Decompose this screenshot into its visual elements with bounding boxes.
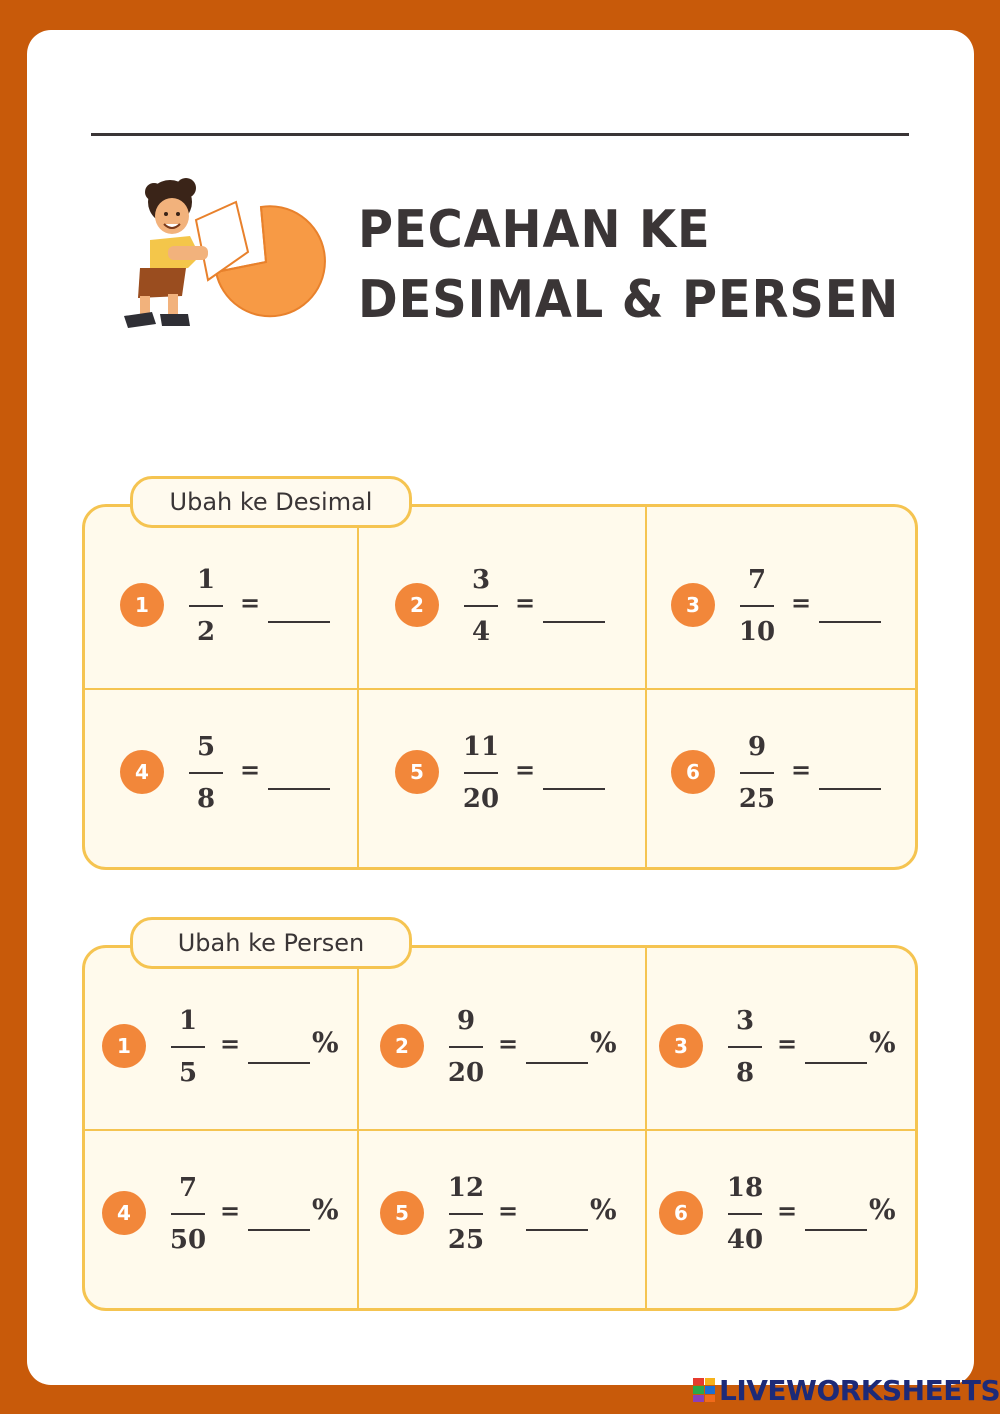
desimal-grid <box>82 504 918 870</box>
equals-sign: = <box>777 1197 798 1225</box>
equals-sign: = <box>791 756 812 784</box>
fraction <box>176 565 236 647</box>
percent-sign: % <box>590 1193 617 1226</box>
fraction-bar <box>189 772 223 774</box>
problem-number-badge: 6 <box>671 750 715 794</box>
denominator: 50 <box>169 1225 207 1255</box>
fraction-bar <box>740 772 774 774</box>
equals-sign: = <box>777 1030 798 1058</box>
percent-sign: % <box>312 1193 339 1226</box>
fraction-bar <box>171 1213 205 1215</box>
equals-sign: = <box>791 589 812 617</box>
equals-sign: = <box>240 756 261 784</box>
numerator: 3 <box>735 1006 755 1036</box>
problem-number-badge: 4 <box>120 750 164 794</box>
equals-sign: = <box>220 1197 241 1225</box>
page-title <box>358 195 946 335</box>
answer-blank[interactable] <box>819 788 881 790</box>
percent-sign: % <box>312 1026 339 1059</box>
answer-blank[interactable] <box>248 1229 310 1231</box>
answer-blank[interactable] <box>805 1229 867 1231</box>
fraction <box>436 1173 496 1255</box>
grid-divider <box>85 1129 915 1131</box>
grid-divider <box>645 948 647 1308</box>
liveworksheets-logo-icon <box>693 1378 715 1402</box>
problem-number-badge: 1 <box>120 583 164 627</box>
problem-number-badge: 2 <box>380 1024 424 1068</box>
percent-sign: % <box>869 1026 896 1059</box>
denominator: 20 <box>462 784 500 814</box>
denominator: 20 <box>447 1058 485 1088</box>
liveworksheets-brand <box>693 1372 1000 1408</box>
denominator: 25 <box>447 1225 485 1255</box>
fraction <box>715 1173 775 1255</box>
percent-sign: % <box>590 1026 617 1059</box>
grid-divider <box>85 688 915 690</box>
fraction <box>451 565 511 647</box>
denominator: 4 <box>471 617 491 647</box>
problem-number-badge: 3 <box>659 1024 703 1068</box>
percent-sign: % <box>869 1193 896 1226</box>
numerator: 1 <box>196 565 216 595</box>
denominator: 8 <box>735 1058 755 1088</box>
problem-number-badge: 2 <box>395 583 439 627</box>
title-line-2: DESIMAL & PERSEN <box>358 270 900 330</box>
answer-blank[interactable] <box>526 1229 588 1231</box>
fraction-bar <box>449 1213 483 1215</box>
grid-divider <box>357 507 359 867</box>
fraction <box>176 732 236 814</box>
numerator: 5 <box>196 732 216 762</box>
numerator: 1 <box>178 1006 198 1036</box>
denominator: 2 <box>196 617 216 647</box>
grid-divider <box>357 948 359 1308</box>
kid-pie-illustration <box>108 172 328 342</box>
equals-sign: = <box>498 1030 519 1058</box>
denominator: 10 <box>738 617 776 647</box>
persen-grid <box>82 945 918 1311</box>
fraction-bar <box>464 605 498 607</box>
answer-blank[interactable] <box>268 788 330 790</box>
fraction-bar <box>189 605 223 607</box>
numerator: 11 <box>462 732 500 762</box>
numerator: 3 <box>471 565 491 595</box>
numerator: 18 <box>726 1173 764 1203</box>
fraction-bar <box>171 1046 205 1048</box>
fraction-bar <box>740 605 774 607</box>
numerator: 7 <box>747 565 767 595</box>
problem-number-badge: 4 <box>102 1191 146 1235</box>
fraction <box>436 1006 496 1088</box>
problem-number-badge: 3 <box>671 583 715 627</box>
numerator: 12 <box>447 1173 485 1203</box>
fraction-bar <box>728 1046 762 1048</box>
answer-blank[interactable] <box>248 1062 310 1064</box>
fraction <box>727 565 787 647</box>
fraction <box>451 732 511 814</box>
answer-blank[interactable] <box>805 1062 867 1064</box>
section-label-desimal: Ubah ke Desimal <box>130 476 412 528</box>
numerator: 7 <box>178 1173 198 1203</box>
answer-blank[interactable] <box>543 788 605 790</box>
fraction-bar <box>449 1046 483 1048</box>
numerator: 9 <box>747 732 767 762</box>
fraction-bar <box>464 772 498 774</box>
top-divider <box>91 133 909 136</box>
denominator: 8 <box>196 784 216 814</box>
problem-number-badge: 6 <box>659 1191 703 1235</box>
equals-sign: = <box>498 1197 519 1225</box>
answer-blank[interactable] <box>268 621 330 623</box>
fraction <box>715 1006 775 1088</box>
fraction-bar <box>728 1213 762 1215</box>
fraction <box>158 1173 218 1255</box>
equals-sign: = <box>515 589 536 617</box>
section-label-persen: Ubah ke Persen <box>130 917 412 969</box>
problem-number-badge: 1 <box>102 1024 146 1068</box>
equals-sign: = <box>240 589 261 617</box>
problem-number-badge: 5 <box>395 750 439 794</box>
denominator: 5 <box>178 1058 198 1088</box>
grid-divider <box>645 507 647 867</box>
equals-sign: = <box>220 1030 241 1058</box>
denominator: 40 <box>726 1225 764 1255</box>
fraction <box>727 732 787 814</box>
numerator: 9 <box>456 1006 476 1036</box>
answer-blank[interactable] <box>526 1062 588 1064</box>
problem-number-badge: 5 <box>380 1191 424 1235</box>
fraction <box>158 1006 218 1088</box>
equals-sign: = <box>515 756 536 784</box>
title-line-1: PECAHAN KE <box>358 200 711 260</box>
answer-blank[interactable] <box>819 621 881 623</box>
brand-text: LIVEWORKSHEETS <box>719 1373 1000 1407</box>
denominator: 25 <box>738 784 776 814</box>
answer-blank[interactable] <box>543 621 605 623</box>
